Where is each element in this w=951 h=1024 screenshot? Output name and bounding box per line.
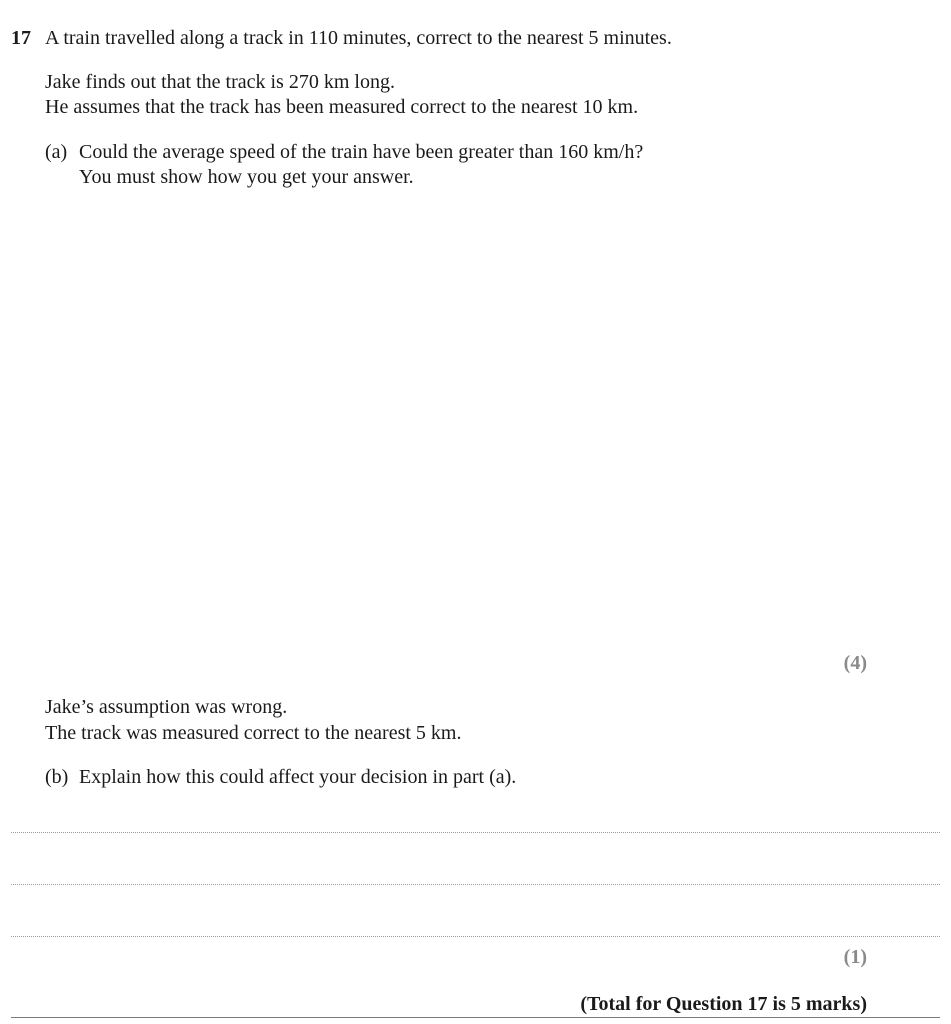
part-a-marks: (4) [843,652,867,674]
part-a-question [45,140,643,164]
bottom-rule [11,1017,940,1018]
question-intro: A train travelled along a track in 110 minutes, correct to the nearest 5 minutes. [45,27,672,49]
part-a-text-1: Could the average speed of the train have been greater than 160 km/h? [79,141,644,163]
answer-line-2[interactable] [11,884,940,885]
info-line-1: Jake finds out that the track is 270 km long. [45,71,395,93]
answer-line-3[interactable] [11,936,940,937]
middle-line-2: The track was measured correct to the nearest 5 km. [45,722,462,744]
question-number: 17 [11,27,31,49]
part-a-text-2: You must show how you get your answer. [79,166,414,188]
answer-line-1[interactable] [11,832,940,833]
part-b-label: (b) [45,766,69,788]
part-b-marks: (1) [843,946,867,968]
total-marks: (Total for Question 17 is 5 marks) [580,993,867,1015]
part-a-working-area[interactable] [45,200,885,640]
info-line-2: He assumes that the track has been measured correct to the nearest 10 km. [45,96,639,118]
middle-line-1: Jake’s assumption was wrong. [45,696,288,718]
part-a-label: (a) [45,141,68,163]
part-b-text: Explain how this could affect your decision in part (a). [79,766,517,788]
part-b-question [45,765,516,789]
